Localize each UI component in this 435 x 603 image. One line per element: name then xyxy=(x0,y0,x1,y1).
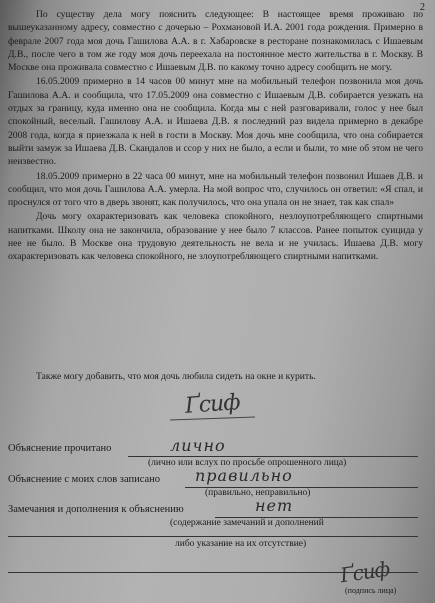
read-line xyxy=(128,456,418,457)
read-caption: (лично или вслух по просьбе опрошенного лица) xyxy=(148,458,347,468)
remarks-value: нет xyxy=(255,496,294,515)
signature-top: Ґсиф xyxy=(184,390,241,419)
recorded-value: правильно xyxy=(195,466,293,485)
signature-top-line xyxy=(170,417,255,421)
final-sentence: Также могу добавить, что моя дочь любила сидеть на окне и курить. xyxy=(36,371,316,382)
page-number: 2 xyxy=(420,2,425,13)
paragraph: 16.05.2009 примерно в 14 часов 00 минут мне на мобильный телефон позвонила моя дочь Гашилова А.А. и сообщила, что 17.05.2009 она совместно с Ишаевым Д.В. собирается уезжать на отдых за границу, куда именно она не сообщила. Когда мы с ней разговаривали, голос у нее был спокойный, веселый. Гашилову А.А. и Ишаева Д.В. я последний раз видела примерно в декабре 2008 года, когда я приезжала к ней в гости в Москву. Моя дочь мне сообщила, что она собирается выйти замуж за Ишаева Д.В. Скандалов и ссор у них не было, а если и были, то мне об этом не чего неизвестно. xyxy=(8,76,423,168)
read-value: лично xyxy=(170,436,226,455)
read-label: Объяснение прочитано xyxy=(8,443,112,454)
signature-bottom: Ґсиф xyxy=(338,556,391,588)
blank-line xyxy=(8,536,418,537)
absence-caption: либо указание на их отсутствие) xyxy=(175,539,307,549)
paragraph: Дочь могу охарактеризовать как человека спокойного, незлоупотребляющего спиртными напитками. Школу она не закончила, образование у нее было 7 классов. Ранее попыток суицида у нее не было. В Москве она трудовую деятельность не вела и не училась. Ишаева Д.В. могу охарактеризовать как человека спокойного, не злоупотребляющего спиртными напитками. xyxy=(8,211,423,263)
remarks-label: Замечания и дополнения к объяснению xyxy=(8,504,184,515)
recorded-caption: (правильно, неправильно) xyxy=(205,488,311,498)
paragraph: 18.05.2009 примерно в 22 часа 00 минут, мне на мобильный телефон позвонил Ишаев Д.В. и сообщил, что моя дочь Гашилова А.А. умерла. На мой вопрос что, случилось он ответил: «Я спал, и проснулся от того что в дверь звонят, как получилось, что она упала он не знает, так как спал» xyxy=(8,170,423,209)
recorded-label: Объяснение с моих слов записано xyxy=(8,474,161,485)
paragraph: По существу дела могу пояснить следующее: В настоящее время проживаю по вышеуказанному адресу, совместно с дочерью – Рохмановой И.А. 2001 года рождения. Примерно в феврале 2007 года моя дочь Гашилова А.А. в г. Хабаровске в ресторане познакомилась с Ишаевым Д.В., после чего в том же году моя дочь переехала на постоянное место жительства в г. Москву. В Москве она проживала совместно с Ишаевым Д.В. по какому точно адресу сообщить не могу. xyxy=(8,9,423,74)
remarks-caption: (содержание замечаний и дополнений xyxy=(170,518,324,528)
signature-caption: (подпись лица) xyxy=(345,586,397,595)
statement-body xyxy=(8,8,423,264)
